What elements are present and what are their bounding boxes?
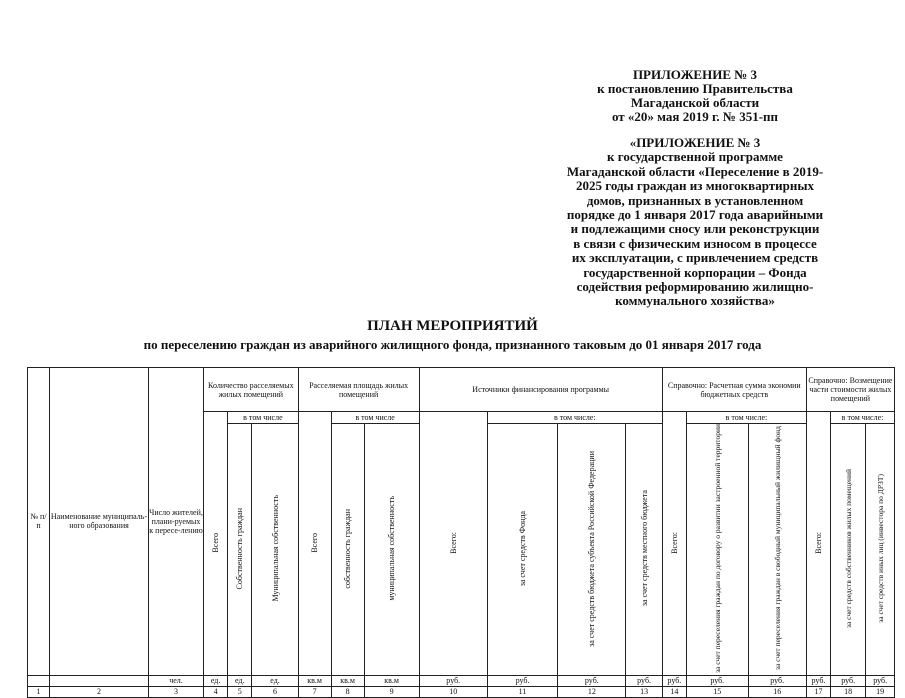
- program-header-line: в связи с физическим износом в процессе: [573, 235, 817, 251]
- appendix-header-line: к постановлению Правительства: [597, 81, 793, 96]
- program-header: [525, 136, 865, 309]
- col-subgroup-area-incl: в том числе: [331, 412, 419, 424]
- program-header-line: и подлежащими сносу или реконструкции: [570, 221, 820, 237]
- fin-local-label: за счет средств местного бюджета: [639, 490, 649, 607]
- col-header-reimb-owners: [831, 424, 866, 676]
- unit-cell: руб.: [748, 675, 806, 686]
- fin-subject-label: за счет средств бюджета субъекта Российской Федерации: [587, 450, 597, 647]
- rooms-citizens-label: Собственность граждан: [235, 507, 245, 590]
- unit-cell: руб.: [662, 675, 686, 686]
- number-cell: 5: [228, 686, 252, 697]
- unit-cell: чел.: [149, 675, 204, 686]
- col-header-area-citizens: [331, 424, 364, 676]
- number-cell: 8: [331, 686, 364, 697]
- col-header-num: № п/ п: [28, 368, 50, 676]
- program-header-line: 2025 годы граждан из многоквартирных: [575, 178, 814, 194]
- number-cell: 6: [252, 686, 298, 697]
- col-header-economy-total: [662, 412, 686, 676]
- unit-cell: ед.: [252, 675, 298, 686]
- col-header-fin-fund: [487, 424, 557, 676]
- appendix-header: [560, 68, 830, 124]
- col-group-finance: Источники финансирования программы: [419, 368, 662, 412]
- unit-cell: руб.: [831, 675, 866, 686]
- col-header-eco-free: [748, 424, 806, 676]
- area-municipal-label: муниципальная собственность: [387, 496, 397, 601]
- unit-cell: [28, 675, 50, 686]
- number-cell: 7: [298, 686, 331, 697]
- program-header-line: содействия реформированию жилищно-: [576, 279, 814, 295]
- plan-table: [27, 367, 895, 698]
- col-subgroup-economy-incl: в том числе:: [686, 412, 806, 424]
- unit-cell: ед.: [228, 675, 252, 686]
- appendix-header-line: от «20» мая 2019 г. № 351-пп: [611, 109, 779, 124]
- number-cell: 13: [626, 686, 662, 697]
- program-header-line: к государственной программе: [607, 149, 783, 165]
- col-header-rooms-citizens: [228, 424, 252, 676]
- units-row: [28, 675, 895, 686]
- col-group-rooms: Количество расселяемых жилых помещений: [204, 368, 299, 412]
- number-cell: 12: [558, 686, 626, 697]
- unit-cell: руб.: [866, 675, 895, 686]
- col-header-reimb-total: [806, 412, 830, 676]
- col-subgroup-rooms-incl: в том числе: [228, 412, 298, 424]
- program-header-line: их эксплуатации, с привлечением средств: [571, 250, 819, 266]
- col-header-eco-contract: [686, 424, 748, 676]
- unit-cell: кв.м: [331, 675, 364, 686]
- column-numbers-row: [28, 686, 895, 697]
- reimb-other-label: за счет средств иных лиц (инвестора по ДРЗТ): [875, 474, 885, 623]
- unit-cell: [50, 675, 149, 686]
- number-cell: 2: [50, 686, 149, 697]
- number-cell: 1: [28, 686, 50, 697]
- reimb-total-label: Всего:: [813, 531, 823, 554]
- col-header-residents: Число жителей, плани-руемых к пересе-лению: [149, 368, 204, 676]
- page-title: ПЛАН МЕРОПРИЯТИЙ: [367, 318, 538, 334]
- col-group-area: Расселяемая площадь жилых помещений: [298, 368, 419, 412]
- number-cell: 18: [831, 686, 866, 697]
- col-header-area-total: [298, 412, 331, 676]
- unit-cell: руб.: [558, 675, 626, 686]
- col-group-reimbursement: Справочно: Возмещение части стоимости жилых помещений: [806, 368, 894, 412]
- number-cell: 10: [419, 686, 487, 697]
- appendix-header-line: ПРИЛОЖЕНИЕ № 3: [632, 67, 758, 82]
- col-subgroup-reimb-incl: в том числе:: [831, 412, 895, 424]
- number-cell: 11: [487, 686, 557, 697]
- unit-cell: руб.: [806, 675, 830, 686]
- col-header-rooms-municipal: [252, 424, 298, 676]
- eco-free-label: за счет переселения граждан в свободный муниципальный жилищный фонд: [772, 426, 782, 671]
- unit-cell: руб.: [686, 675, 748, 686]
- col-header-area-municipal: [364, 424, 419, 676]
- program-header-line: «ПРИЛОЖЕНИЕ № 3: [629, 135, 761, 150]
- number-cell: 17: [806, 686, 830, 697]
- area-total-label: Всего: [310, 532, 320, 553]
- number-cell: 14: [662, 686, 686, 697]
- page-subtitle: по переселению граждан из аварийного жилищного фонда, признанного таковым до 01 января 2017 года: [143, 337, 762, 352]
- program-header-line: Магаданской области «Переселение в 2019-: [566, 163, 824, 179]
- unit-cell: ед.: [204, 675, 228, 686]
- unit-cell: руб.: [487, 675, 557, 686]
- unit-cell: руб.: [626, 675, 662, 686]
- col-subgroup-finance-incl: в том числе:: [487, 412, 662, 424]
- area-citizens-label: собственность граждан: [343, 508, 353, 589]
- program-header-line: государственной корпорации – Фонда: [583, 264, 807, 280]
- finance-total-label: Всего:: [448, 531, 458, 554]
- unit-cell: кв.м: [298, 675, 331, 686]
- number-cell: 4: [204, 686, 228, 697]
- fin-fund-label: за счет средств Фонда: [518, 510, 528, 587]
- program-header-line: порядке до 1 января 2017 года аварийными: [566, 207, 824, 223]
- unit-cell: руб.: [419, 675, 487, 686]
- col-header-reimb-other: [866, 424, 895, 676]
- number-cell: 15: [686, 686, 748, 697]
- program-header-line: домов, признанных в установленном: [586, 192, 804, 208]
- eco-contract-label: за счет переселения граждан по договору о развитии застроенной территории: [712, 424, 722, 673]
- program-header-line: коммунального хозяйства»: [615, 293, 775, 309]
- col-header-rooms-total: [204, 412, 228, 676]
- reimb-owners-label: за счет средств собственников жилых помещений: [843, 468, 853, 628]
- col-header-finance-total: [419, 412, 487, 676]
- rooms-total-label: Всего: [211, 532, 221, 553]
- number-cell: 19: [866, 686, 895, 697]
- col-header-fin-subject: [558, 424, 626, 676]
- number-cell: 16: [748, 686, 806, 697]
- col-header-fin-local: [626, 424, 662, 676]
- rooms-municipal-label: Муниципальная собственность: [270, 495, 280, 602]
- col-group-economy: Справочно: Расчетная сумма экономии бюджетных средств: [662, 368, 806, 412]
- col-header-municipality: Наименование муниципаль-ного образования: [50, 368, 149, 676]
- appendix-header-line: Магаданской области: [630, 95, 760, 110]
- number-cell: 9: [364, 686, 419, 697]
- unit-cell: кв.м: [364, 675, 419, 686]
- number-cell: 3: [149, 686, 204, 697]
- economy-total-label: Всего:: [669, 531, 679, 554]
